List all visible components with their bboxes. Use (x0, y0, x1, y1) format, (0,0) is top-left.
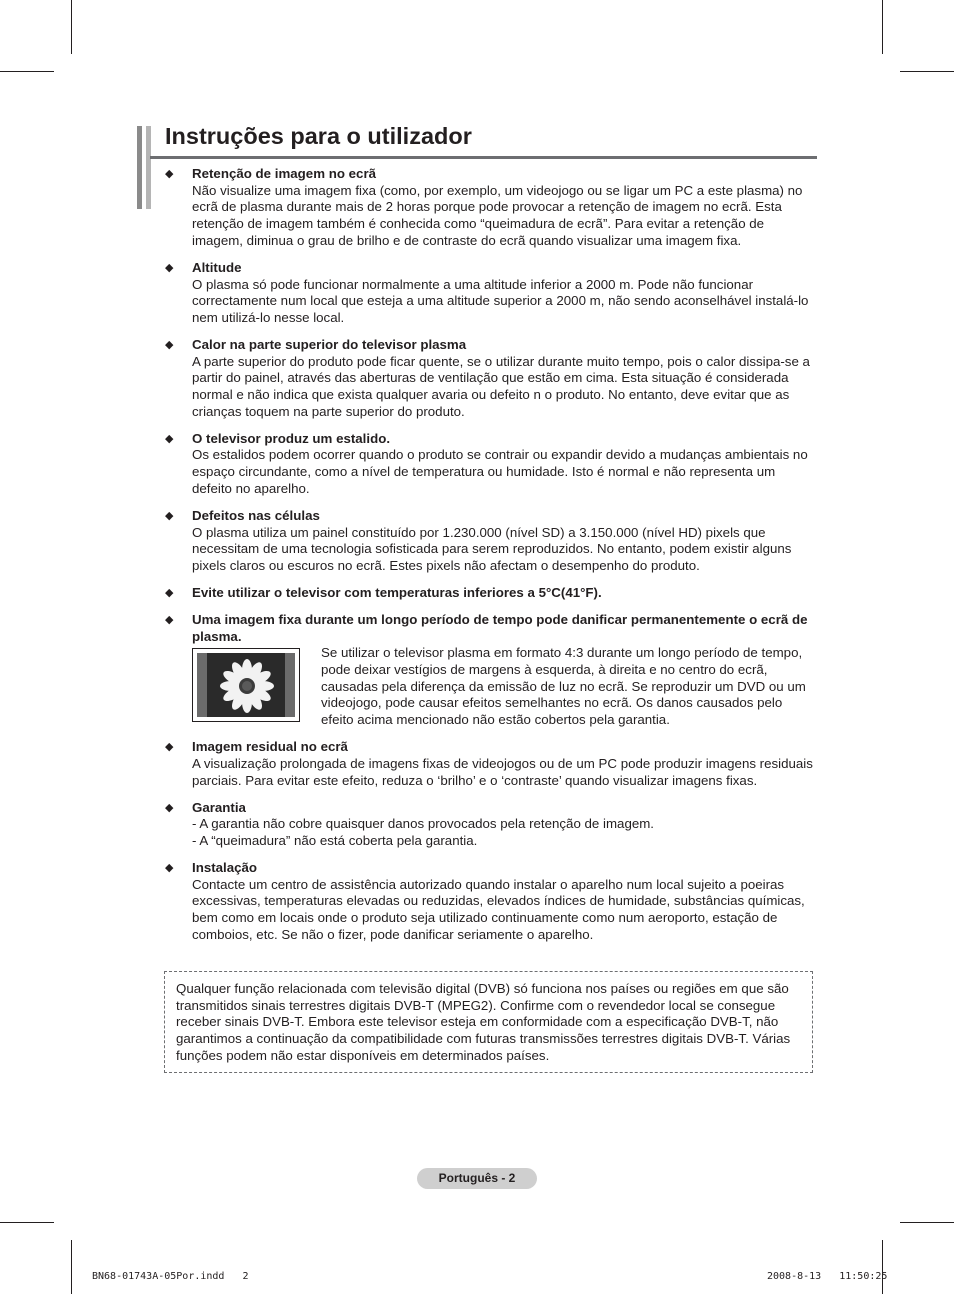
title-accent-bar (137, 126, 142, 209)
instructions-list (165, 166, 817, 954)
item-body: A parte superior do produto pode ficar quente, se o utilizar durante muito tempo, pois o calor dissipa-se a partir do painel, através das aberturas de ventilação que estão em cima. Esta situação é considerada normal e não indica que exista qualquer avaria ou defeito n o produto. No entanto, deve evitar que as crianças toquem na parte superior do produto. (192, 353, 810, 419)
diamond-bullet-icon: ◆ (165, 509, 174, 522)
item-body: Os estalidos podem ocorrer quando o produto se contrair ou expandir devido a mudanças ambientais no espaço circundante, como a nível de temperatura ou humidade. Isto é normal e não representa um defeito no aparelho. (192, 447, 808, 496)
item-title: Evite utilizar o televisor com temperaturas inferiores a 5°C(41°F). (192, 584, 602, 600)
item-title: O televisor produz um estalido. (192, 430, 391, 446)
diamond-bullet-icon: ◆ (165, 801, 174, 814)
flower-icon (197, 653, 295, 717)
item-body: A visualização prolongada de imagens fixas de videojogos ou de um PC pode produzir imagens residuais parciais. Para evitar este efeito, reduza o ‘brilho’ e o ‘contraste’ quando visualizar imagens fixas. (192, 755, 813, 788)
title-accent-bar (146, 126, 151, 209)
diamond-bullet-icon: ◆ (165, 586, 174, 599)
item-body: O plasma utiliza um painel constituído por 1.230.000 (nível SD) a 3.150.000 (nível HD) pixels que necessitam de uma tecnologia sofisticada para serem reproduzidos. No entanto, podem existir alguns pixels claros ou escuros no ecrã. Estes pixels não afectam o desempenho do produto. (192, 524, 792, 573)
crop-mark (71, 1240, 72, 1294)
item-body: Se utilizar o televisor plasma em formato 4:3 durante um longo período de tempo, pode deixar vestígios de margens à esquerda, à direita e no centro do ecrã, causadas pela diferença da emissão de luz no ecrã. Se reproduzir um DVD ou um videojogo, pode causar efeitos semelhantes no ecrã. Os danos causados pelo efeito acima mencionado não estão cobertos pela garantia. (321, 645, 806, 728)
footer-timestamp: 2008-8-13 11:50:25 (767, 1271, 888, 1282)
title-rule (150, 156, 817, 159)
list-item (165, 337, 817, 421)
diamond-bullet-icon: ◆ (165, 338, 174, 351)
footer-file-name: BN68-01743A-05Por.indd 2 (92, 1271, 249, 1282)
list-item (165, 739, 817, 789)
crop-mark (0, 1222, 54, 1223)
crop-mark (900, 1222, 954, 1223)
item-body: Não visualize uma imagem fixa (como, por exemplo, um videojogo ou se ligar um PC a este plasma) no ecrã de plasma durante mais de 2 horas porque pode provocar a retenção de imagem no ecrã. Esta retenção de imagem também é conhecida como “queimadura de ecrã”. Para evitar a retenção de imagem, diminua o grau de brilho e de contraste do ecrã quando visualizar uma imagem fixa. (192, 182, 803, 248)
list-item (165, 166, 817, 250)
item-title: Garantia (192, 799, 246, 815)
item-title: Uma imagem fixa durante um longo período de tempo pode danificar permanentemente o ecrã de plasma. (192, 611, 808, 644)
item-body-line: - A garantia não cobre quaisquer danos provocados pela retenção de imagem. (192, 816, 655, 832)
item-body-line: - A “queimadura” não está coberta pela garantia. (192, 832, 478, 848)
list-item (165, 585, 817, 602)
item-title: Imagem residual no ecrã (192, 739, 348, 755)
list-item (165, 431, 817, 498)
list-item (165, 800, 817, 850)
list-item (165, 860, 817, 944)
diamond-bullet-icon: ◆ (165, 861, 174, 874)
diamond-bullet-icon: ◆ (165, 432, 174, 445)
list-item (165, 612, 817, 729)
diamond-bullet-icon: ◆ (165, 741, 174, 754)
crop-mark (900, 71, 954, 72)
crop-mark (882, 1240, 883, 1294)
list-item (165, 508, 817, 575)
dvb-notice-box (164, 971, 813, 1073)
notice-text: Qualquer função relacionada com televisão digital (DVB) só funciona nos países ou regiões em que são transmitidos sinais terrestres digitais DVB-T (MPEG2). Confirme com o revendedor local se consegue receber sinais DVB-T. Embora este televisor esteja em conformidade com a especificação DVB-T, não garantimos a continuação da compatibilidade com futuras transmissões terrestres digitais DVB-T. Várias funções podem não estar disponíveis em determinados países. (176, 981, 791, 1063)
page-title: Instruções para o utilizador (165, 123, 472, 149)
item-body: Contacte um centro de assistência autorizado quando instalar o aparelho num local sujeito a poeiras excessivas, temperaturas elevadas ou reduzidas, elevados índices de humidade, substâncias químicas, bem como em locais onde o produto seja utilizado continuamente como num aeroporto, estação de comboios, etc. Se não o fizer, pode danificar seriamente o aparelho. (192, 876, 805, 942)
figure-row (192, 645, 817, 729)
diamond-bullet-icon: ◆ (165, 613, 174, 626)
crop-mark (71, 0, 72, 54)
item-title: Defeitos nas células (192, 507, 320, 523)
diamond-bullet-icon: ◆ (165, 261, 174, 274)
item-body: O plasma só pode funcionar normalmente a uma altitude inferior a 2000 m. Pode não funcionar correctamente num local que esteja a uma altitude superior a 2000 m, não sendo aconselhável instalá-lo nem utilizá-lo nesse local. (192, 276, 809, 325)
tv-screen-image (197, 653, 295, 717)
item-title: Instalação (192, 859, 258, 875)
item-title: Retenção de imagem no ecrã (192, 166, 377, 181)
sunflower-on-screen-icon (192, 648, 300, 722)
item-title: Altitude (192, 259, 242, 275)
crop-mark (0, 71, 54, 72)
diamond-bullet-icon: ◆ (165, 168, 174, 180)
crop-mark (882, 0, 883, 54)
list-item (165, 260, 817, 327)
item-title: Calor na parte superior do televisor plasma (192, 336, 467, 352)
page-number-badge: Português - 2 (417, 1168, 537, 1189)
